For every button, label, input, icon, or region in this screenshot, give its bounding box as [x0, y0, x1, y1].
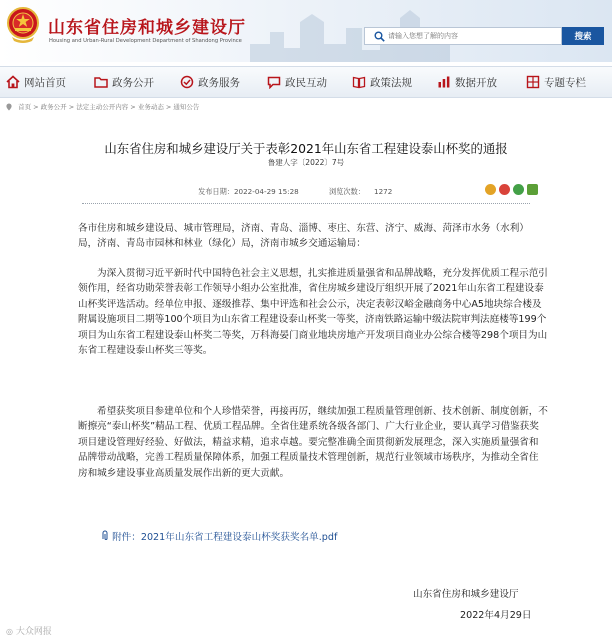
site-header — [0, 0, 612, 62]
watermark — [6, 624, 52, 637]
nav-item-label: 政策法规 — [370, 76, 412, 89]
nav-item-open-gov[interactable] — [94, 73, 154, 91]
article-title: 山东省住房和城乡建设厅关于表彰2021年山东省工程建设泰山杯奖的通报 — [104, 141, 508, 156]
breadcrumb — [5, 102, 199, 111]
nav-item-label: 政务公开 — [112, 76, 154, 89]
nav-item-home[interactable] — [6, 73, 66, 91]
share-qzone-icon[interactable] — [485, 184, 496, 195]
column-icon — [526, 75, 540, 89]
view-count-label: 浏览次数： — [329, 187, 365, 196]
divider — [82, 203, 530, 204]
location-icon — [5, 103, 13, 111]
national-emblem-icon — [6, 6, 40, 44]
search-button[interactable]: 搜索 — [562, 27, 604, 45]
folder-icon — [94, 75, 108, 89]
recipient-paragraph: 各市住房和城乡建设局、城市管理局，济南、青岛、淄博、枣庄、东营、济宁、威海、菏泽市水务（水利）局，济南、青岛市园林和林业（绿化）局，济南市城乡交通运输局： — [78, 223, 529, 250]
nav-item-label: 网站首页 — [24, 76, 66, 89]
document-number: 鲁建人字〔2022〕7号 — [267, 158, 345, 167]
publish-date — [198, 187, 299, 197]
nav-item-policies[interactable] — [352, 73, 412, 91]
chart-icon — [437, 75, 451, 89]
attachment-link[interactable] — [101, 529, 337, 543]
share-weibo-icon[interactable] — [499, 184, 510, 195]
nav-item-interaction[interactable] — [267, 73, 327, 91]
nav-item-label: 政民互动 — [285, 76, 327, 89]
breadcrumb-text[interactable]: 首页 > 政务公开 > 法定主动公开内容 > 业务动态 > 通知公告 — [18, 103, 200, 111]
main-nav — [0, 66, 612, 98]
view-count: 1272 — [374, 187, 393, 196]
nav-item-label: 专题专栏 — [544, 76, 586, 89]
share-douban-icon[interactable] — [527, 184, 538, 195]
nav-item-label: 政务服务 — [198, 76, 240, 89]
site-title[interactable]: 山东省住房和城乡建设厅 — [48, 18, 246, 38]
signature-organization: 山东省住房和城乡建设厅 — [413, 589, 519, 600]
watermark-text: 大众网报 — [15, 627, 52, 637]
watermark-logo-icon: ◎ — [6, 627, 13, 636]
site-subtitle: Housing and Urban-Rural Development Department of Shandong Province — [49, 38, 242, 44]
home-icon — [6, 75, 20, 89]
nav-item-services[interactable] — [180, 73, 240, 91]
nav-item-label: 数据开放 — [455, 76, 497, 89]
attachment-icon — [101, 530, 109, 541]
body-paragraph-1: 为深入贯彻习近平新时代中国特色社会主义思想，扎实推进质量强省和品牌战略，充分发挥优质工程示范引领作用，经省功勋荣誉表彰工作领导小组办公室批准，省住房城乡建设厅组织开展了2021年山东省工程建设泰山杯奖评选活动。经单位申报、逐级推荐、集中评选和社会公示，决定表彰汉峪金融商务中心A5地块综合楼及附属设施项目二期等100个项目为山东省工程建设泰山杯奖一等奖，济南铁路运输中级法院审判法庭楼等199个项目为山东省工程建设泰山杯奖二等奖，万科海晏门商业地块房地产开发项目商业办公综合楼等298个项目为山东省工程建设泰山杯奖三等奖。 — [78, 268, 548, 357]
search-icon — [374, 31, 385, 42]
share-wechat-icon[interactable] — [513, 184, 524, 195]
publish-date-label: 发布日期： — [198, 187, 234, 196]
attachment-text[interactable]: 附件：2021年山东省工程建设泰山杯奖获奖名单.pdf — [112, 532, 338, 543]
publish-date-value: 2022-04-29 15:28 — [233, 187, 299, 196]
nav-item-open-data[interactable] — [437, 73, 497, 91]
chat-icon — [267, 75, 281, 89]
nav-item-topics[interactable] — [526, 73, 586, 91]
body-paragraph-2: 希望获奖项目参建单位和个人珍惜荣誉，再接再厉，继续加强工程质量管理创新、技术创新、制度创新，不断擦亮“泰山杯奖”精品工程、优质工程品牌。全省住建系统各级各部门、广大行业企业，要认真学习借鉴获奖项目建设管理好经验、好做法，精益求精，追求卓越。要完整准确全面贯彻新发展理念，深入实施质量强省和品牌带动战略，完善工程质量保障体系，加强工程质量技术管理创新，规范行业领域市场秩序，为推动全省住房和城乡建设事业高质量发展作出新的更大贡献。 — [78, 406, 548, 479]
book-icon — [352, 75, 366, 89]
service-icon — [180, 75, 194, 89]
signature-date: 2022年4月29日 — [460, 610, 532, 621]
search-input[interactable] — [388, 28, 556, 44]
